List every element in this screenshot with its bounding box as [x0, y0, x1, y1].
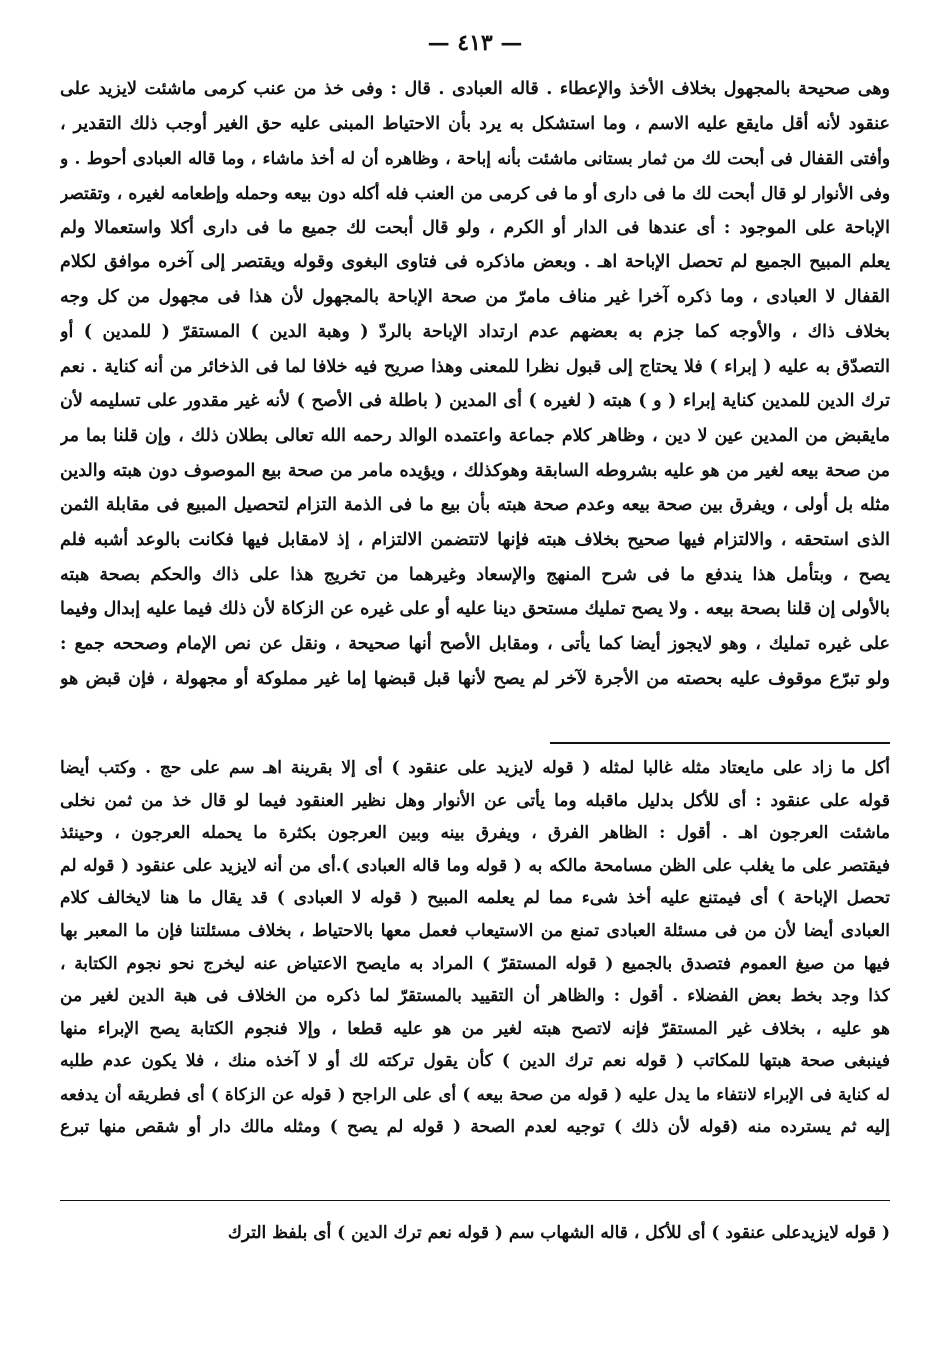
page-number: — ٤١٣ —: [427, 30, 523, 56]
note-line: ماشئت العرجون اهـ . أقول : الظاهر الفرق ، ويفرق بينه وبين العرجون بكثرة ما يحمله العرجون ، وحينئذ: [60, 823, 890, 844]
main-line: وأفتى القفال فى أبحت لك من ثمار بستانى ماشئت بأنه إباحة ، وظاهره أن له أخذ ماشاء ، وما قاله العبادى أحوط . و: [60, 148, 890, 169]
main-line: من صحة بيعه لغير من هو عليه بشروطه السابقة وهوكذلك ، ويؤيده مامر من صحة بيع الموصوف دون هبته والدين: [60, 460, 890, 481]
main-line: بالأولى إن قلنا بصحة بيعه . ولا يصح تمليك مستحق دينا عليه أو على غيره عن الزكاة لأن ذلك فيما عليه إبدال وفيما: [60, 599, 890, 620]
note-line: العبادى أيضا لأن من فى مسئلة العبادى تمنع من الاستيعاب فعمل معها بالاحتياط ، بخلاف مسئلتنا فإن ما المعبر بها: [60, 920, 890, 941]
main-line: بخلاف ذاك ، والأوجه كما جزم به بعضهم عدم ارتداد الإباحة بالردّ ( وهبة الدين ) المستقرّ ( للمدين ) أو: [60, 321, 890, 342]
note-line: له كناية فى الإبراء لانتفاء ما يدل عليه ( قوله من صحة بيعه ) أى على الراجح ( قوله عن الزكاة ) أى فطريقه أن يدفعه: [60, 1083, 890, 1104]
main-line: يصح ، وبتأمل هذا يندفع ما فى شرح المنهج والإسعاد وغيرهما من تخريج هذا على ذاك والحكم بصحة هبته: [60, 564, 890, 585]
footer-divider: [60, 1200, 890, 1201]
note-line: كذا وجد بخط بعض الفضلاء . أقول : والظاهر أن التقييد بالمستقرّ لما ذكره من الخلاف فى هبة الدين لغير من: [60, 986, 890, 1007]
note-line: فينبغى صحة هبتها للمكاتب ( قوله نعم ترك الدين ) كأن يقول تركته لك أو لا آخذه منك ، فلا يكون عدم طلبه: [60, 1051, 890, 1072]
commentary-notes: [60, 752, 890, 1143]
main-line: القفال لا العبادى ، وما ذكره آخرا غير مناف مامرّ من صحة الإباحة بالمجهول لأن هذا فى مجهول من كل وجه: [60, 287, 890, 308]
main-line: وفى الأنوار لو قال أبحت لك ما فى دارى أو ما فى كرمى من العنب فله أكله دون بيعه وحمله وإطعامه لغيره ، وتقتصر: [60, 183, 890, 204]
main-line: عنقود لأنه أقل مايقع عليه الاسم ، وما استشكل به يرد بأن الاحتياط المبنى عليه حق الغير أوجب ذلك التقدير ،: [60, 113, 890, 134]
footer-note: ( قوله لايزيدعلى عنقود ) أى للأكل ، قاله الشهاب سم ( قوله نعم ترك الدين ) أى بلفظ الترك: [227, 1223, 890, 1243]
main-line: التصدّق به عليه ( إبراء ) فلا يحتاج إلى قبول نظرا للمعنى وهذا صريح فيه خلافا لما فى الذخائر من أنه كناية . نعم: [60, 356, 890, 377]
note-line: أكل ما زاد على مايعتاد مثله غالبا لمثله ( قوله لايزيد على عنقود ) أى إلا بقرينة اهـ سم على حج . وكتب أيضا: [60, 758, 890, 778]
main-line: على غيره تمليك ، وهو لايجوز أيضا كما يأتى ، ومقابل الأصح أنها صحيحة ، ونقل عن نص الإمام وصححه جمع :: [60, 634, 890, 654]
note-line: هو عليه ، بخلاف غير المستقرّ فإنه لاتصح هبته لغير من هو عليه قطعا ، وإلا فنجوم الكتابة يصح الإبراء منها: [60, 1018, 890, 1039]
main-line: ترك الدين للمدين كناية إبراء ( و ) هبته ( لغيره ) أى المدين ( باطلة فى الأصح ) لأنه غير مقدور على تسليمه لأن: [60, 391, 890, 412]
note-line: فيها من صيغ العموم فتصدق بالجميع ( قوله المستقرّ ) المراد به مايصح الاعتياض عنه ليخرج نحو نجوم الكتابة ،: [60, 953, 890, 974]
main-text: [60, 72, 890, 696]
note-line: قوله على عنقود : أى للأكل بدليل ماقبله وما يأتى عن الأنوار وهل نظير العنقود فيما لو قال خذ من ثمن نخلى: [60, 790, 890, 811]
main-line: الإباحة على الموجود : أى عندها فى الدار أو الكرم ، ولو قال أبحت لك جميع ما فى دارى أكلا واستعمالا ولم: [60, 217, 890, 238]
main-line: ولو تبرّع موقوف عليه بحصته من الأجرة لآخر لم يصح لأنها قبل قبضها إما غير مملوكة أو مجهولة ، فإن قبض هو: [60, 668, 890, 689]
main-line: مثله بل أولى ، ويفرق بين صحة بيعه وعدم صحة هبته بأن بيع ما فى الذمة التزام لتحصيل المبيع فى مقابلة الثمن: [60, 495, 890, 516]
note-line: فيقتصر على ما يغلب على الظن مسامحة مالكه به ( قوله وما قاله العبادى ).أى من أنه لايزيد على عنقود ( قوله لم: [60, 855, 890, 876]
main-line: مايقبض من المدين عين لا دين ، وظاهر كلام جماعة واعتمده الوالد رحمه الله تعالى بطلان ذلك ، وإن قلنا بما مر: [60, 425, 890, 446]
note-line: تحصل الإباحة ) أى فيمتنع عليه أخذ شىء مما لم يعلمه المبيح ( قوله لا العبادى ) قد يقال ما هنا لايخالف كلام: [60, 888, 890, 909]
main-line: وهى صحيحة بالمجهول بخلاف الأخذ والإعطاء . قاله العبادى . قال : وفى خذ من عنب كرمى ماشئت لايزيد على: [60, 79, 890, 99]
note-line: إليه ثم يسترده منه (قوله لأن ذلك ) توجيه لعدم الصحة ( قوله لم يصح ) ومثله مالك دار أو شقص منها تبرع: [60, 1116, 890, 1137]
main-line: يعلم المبيح الجميع لم تحصل الإباحة اهـ . وبعض ماذكره فى فتاوى البغوى وقوله ويقتصر إلى آخره موافق لكلام: [60, 252, 890, 273]
footnote-divider: [550, 742, 890, 744]
main-line: الذى استحقه ، والالتزام فيها صحيح بخلاف هبته فإنها لاتتضمن الالتزام ، إذ لامقابل فيها فكانت بالوعد أشبه فلم: [60, 529, 890, 550]
